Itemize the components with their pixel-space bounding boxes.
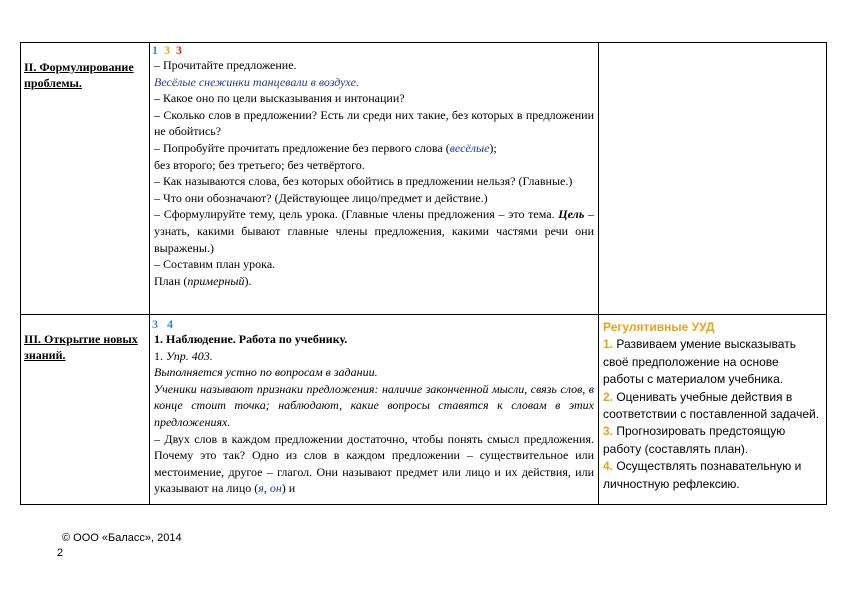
- uud-item: [603, 336, 822, 388]
- text-line: – Как называются слова, без которых обойтись в предложении нельзя? (Главные.): [154, 174, 573, 189]
- example-word: он: [269, 481, 282, 496]
- uud-item: [603, 389, 822, 424]
- text-line: [154, 206, 594, 256]
- stage-title: III. Открытие новых знаний.: [24, 332, 138, 362]
- text-line: [154, 431, 594, 497]
- example-sentence: Весёлые снежинки танцевали в воздухе.: [154, 74, 359, 89]
- lesson-content: [150, 57, 598, 289]
- table-row: [21, 43, 827, 315]
- uud-number: 4.: [603, 459, 614, 474]
- text-line: – Составим план урока.: [154, 257, 276, 272]
- goal-label: Цель: [558, 207, 585, 222]
- table-row: [21, 315, 827, 505]
- uud-number: 3.: [603, 424, 614, 439]
- text-line: [154, 273, 594, 290]
- example-word: я: [258, 481, 264, 496]
- text-span: – Сформулируйте тему, цель урока. (Главные члены предложения – это тема.: [154, 207, 559, 222]
- difficulty-numbers: [150, 315, 598, 331]
- text-line: [154, 140, 594, 157]
- content-cell: [150, 315, 599, 505]
- text-span: ,: [263, 481, 270, 496]
- stage-cell: [21, 43, 150, 315]
- uud-title: Регулятивные УУД: [603, 320, 715, 334]
- text-span: ).: [244, 273, 252, 288]
- text-span: – Попробуйте прочитать предложение без первого слова (: [154, 140, 450, 155]
- text-line: – Сколько слов в предложении? Есть ли среди них такие, без которых в предложении не обойтись?: [154, 107, 594, 139]
- lesson-content: [150, 331, 598, 497]
- uud-cell: [599, 315, 827, 505]
- uud-item: [603, 458, 822, 493]
- text-line: без второго; без третьего; без четвёртого.: [154, 157, 365, 172]
- section-heading: 1. Наблюдение. Работа по учебнику.: [154, 332, 348, 346]
- text-line: – Что они обозначают? (Действующее лицо/предмет и действие.): [154, 190, 488, 205]
- example-word: весёлые: [449, 140, 490, 155]
- page-number: 2: [57, 547, 64, 559]
- text-span: ) и: [281, 481, 296, 496]
- text-span: примерный: [187, 273, 245, 288]
- text-line: Выполняется устно по вопросам в задании.: [154, 365, 378, 380]
- uud-block: [599, 315, 826, 493]
- text-span: – узнать, какими бывают главные члены предложения, какими частями речи они выражены.): [154, 207, 595, 255]
- text-line: – Прочитайте предложение.: [154, 58, 297, 72]
- exercise-ref: Упр. 403.: [166, 348, 213, 363]
- uud-text: Развиваем умение высказывать своё предположение на основе работы с материалом учебника.: [603, 337, 796, 387]
- level-number: 3: [152, 317, 158, 331]
- uud-number: 2.: [603, 389, 614, 404]
- text-span: – Двух слов в каждом предложении достаточно, чтобы понять смысл предложения. Почему это так? Одно из слов в каждом предложении – существительное или местоимение, другое – глагол. Они называют предмет или лицо и их действия, или указывают на лицо (: [154, 431, 594, 496]
- text-span: План (: [154, 273, 188, 288]
- content-cell: [150, 43, 599, 315]
- copyright-footer: © ООО «Баласс», 2014: [62, 532, 182, 544]
- lesson-table: [20, 42, 827, 505]
- level-number: 4: [167, 317, 173, 331]
- uud-text: Осуществлять познавательную и личностную рефлексию.: [603, 459, 802, 491]
- text-line: [154, 348, 594, 365]
- text-span: );: [489, 140, 497, 155]
- level-number: 1: [152, 43, 158, 57]
- uud-cell: [599, 43, 827, 315]
- level-number: 3: [176, 43, 182, 57]
- stage-title: II. Формулирование проблемы.: [24, 60, 134, 90]
- text-span: 1.: [154, 348, 166, 363]
- stage-cell: [21, 315, 150, 505]
- text-line: Ученики называют признаки предложения: наличие законченной мысли, связь слов, в конце стоит точка; наблюдают, какие вопросы ставятся к словам в этих предложениях.: [154, 381, 594, 429]
- uud-item: [603, 423, 822, 458]
- uud-text: Прогнозировать предстоящую работу (составлять план).: [603, 424, 786, 456]
- text-line: – Какое оно по цели высказывания и интонации?: [154, 91, 405, 106]
- uud-text: Оценивать учебные действия в соответствии с поставленной задачей.: [603, 389, 820, 422]
- level-number: 3: [164, 43, 170, 57]
- uud-number: 1.: [603, 337, 614, 352]
- difficulty-numbers: [150, 43, 598, 57]
